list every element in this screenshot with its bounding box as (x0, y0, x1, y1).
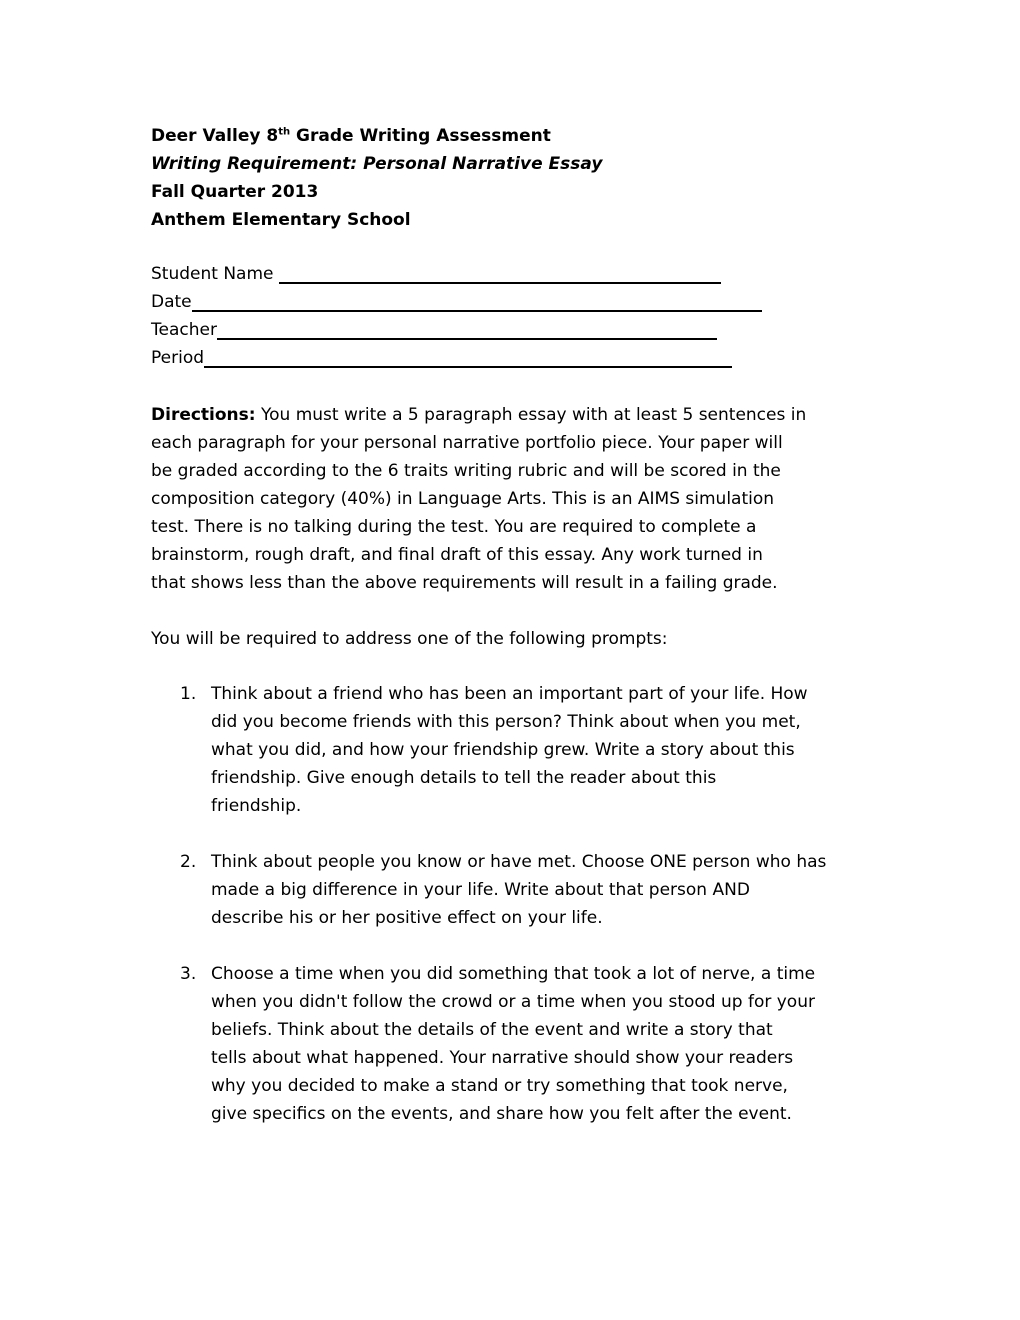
student-info-fields (151, 260, 762, 372)
blank-line (204, 348, 732, 368)
directions-line: be graded according to the 6 traits writing rubric and will be scored in the (151, 461, 781, 481)
prompt-line: Think about people you know or have met. Choose ONE person who has (211, 852, 827, 872)
title-text-rest: Grade Writing Assessment (290, 126, 551, 146)
directions-line: that shows less than the above requirements will result in a failing grade. (151, 573, 778, 593)
prompt-line: beliefs. Think about the details of the event and write a story that (211, 1020, 773, 1040)
prompt-line: describe his or her positive effect on your life. (211, 908, 603, 928)
field-label: Date (151, 292, 192, 312)
prompt-line: what you did, and how your friendship grew. Write a story about this (211, 740, 795, 760)
prompt-line: friendship. (211, 796, 302, 816)
prompt-line: when you didn't follow the crowd or a time when you stood up for your (211, 992, 815, 1012)
quarter: Fall Quarter 2013 (151, 182, 319, 202)
directions-label: Directions: (151, 405, 256, 425)
directions-line: You must write a 5 paragraph essay with at least 5 sentences in (255, 405, 807, 425)
prompt-line: Think about a friend who has been an important part of your life. How (211, 684, 808, 704)
title-superscript: th (278, 126, 291, 138)
assessment-title (151, 122, 602, 150)
field-label: Teacher (151, 320, 217, 340)
prompt-line: tells about what happened. Your narrative should show your readers (211, 1048, 794, 1068)
blank-line (192, 292, 762, 312)
prompt-intro: You will be required to address one of the following prompts: (151, 629, 668, 649)
title-text: Deer Valley 8 (151, 126, 279, 146)
prompt-number: 1. (180, 684, 197, 704)
date-field[interactable] (151, 288, 762, 316)
prompt-line: friendship. Give enough details to tell the reader about this (211, 768, 717, 788)
field-label: Period (151, 348, 205, 368)
directions (151, 401, 806, 597)
prompt-item (151, 848, 826, 932)
prompt-item (151, 960, 826, 1128)
school-name: Anthem Elementary School (151, 210, 411, 230)
prompt-list (151, 680, 826, 1156)
prompt-number: 3. (180, 964, 197, 984)
writing-requirement: Writing Requirement: Personal Narrative Essay (151, 154, 603, 174)
prompt-line: why you decided to make a stand or try something that took nerve, (211, 1076, 788, 1096)
prompt-line: give specifics on the events, and share how you felt after the event. (211, 1104, 792, 1124)
prompt-item (151, 680, 826, 820)
field-label: Student Name (151, 264, 279, 284)
prompt-line: did you become friends with this person? Think about when you met, (211, 712, 801, 732)
student-name-field[interactable] (151, 260, 762, 288)
directions-line: each paragraph for your personal narrative portfolio piece. Your paper will (151, 433, 783, 453)
directions-line: composition category (40%) in Language Arts. This is an AIMS simulation (151, 489, 775, 509)
teacher-field[interactable] (151, 316, 762, 344)
directions-line: brainstorm, rough draft, and final draft of this essay. Any work turned in (151, 545, 763, 565)
prompt-line: made a big difference in your life. Write about that person AND (211, 880, 750, 900)
prompt-number: 2. (180, 852, 197, 872)
blank-line (279, 264, 721, 284)
directions-line: test. There is no talking during the test. You are required to complete a (151, 517, 757, 537)
period-field[interactable] (151, 344, 762, 372)
document-header (151, 122, 602, 234)
blank-line (217, 320, 717, 340)
prompt-line: Choose a time when you did something that took a lot of nerve, a time (211, 964, 816, 984)
